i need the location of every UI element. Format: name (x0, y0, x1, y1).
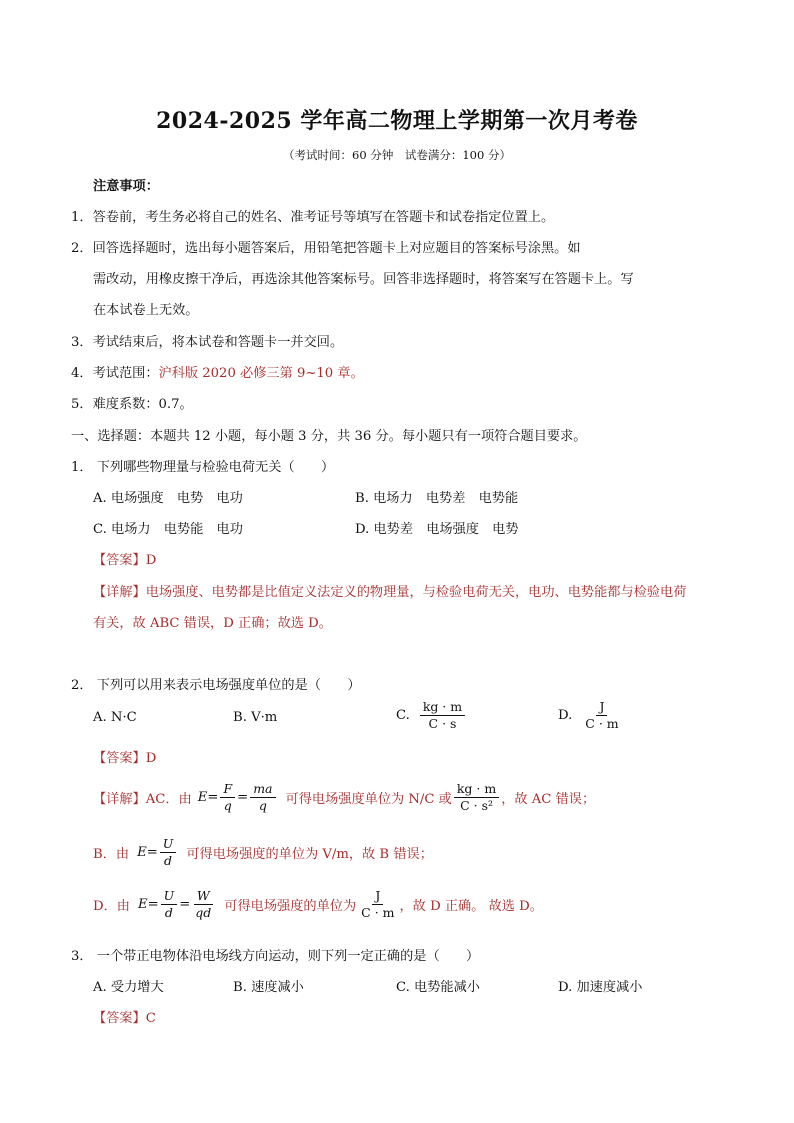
q2-d1-suffix: ，故 AC 错误； (501, 791, 596, 807)
q2-option-a: A. N·C (93, 710, 137, 725)
q2-option-b: B. V·m (233, 710, 278, 725)
q2-option-d-numerator: J (596, 699, 607, 716)
q2-detail-1 (93, 781, 595, 813)
q2-option-d-denominator: C · m (585, 715, 619, 731)
q2-d1-unit (454, 781, 499, 813)
q2-detail-3 (93, 888, 543, 920)
q1-option-a: A. 电场强度 电势 电功 (93, 491, 243, 506)
note-2a: 2．回答选择题时，选出每小题答案后，用铅笔把答题卡上对应题目的答案标号涂黑。如 (71, 241, 581, 256)
exam-subtitle: （考试时间：60 分钟 试卷满分：100 分） (283, 148, 511, 162)
q2-d3-prefix: D．由 (93, 898, 130, 914)
note-2b: 需改动，用橡皮擦干净后，再选涂其他答案标号。回答非选择题时，将答案写在答题卡上。写 (93, 272, 634, 287)
q2-d2-suffix: 可得电场强度的单位为 V/m，故 B 错误； (186, 846, 433, 862)
q2-answer: 【答案】D (93, 751, 157, 766)
q2-d1-prefix: 【详解】AC．由 (93, 791, 192, 807)
q2-d1-unit-num: kg · m (454, 781, 499, 798)
q2-d2-U: U (160, 836, 177, 853)
q2-d2-formula: E = $\frac{U}{d}$ (137, 836, 178, 868)
exam-title: 2024-2025 学年高二物理上学期第一次月考卷 (156, 108, 638, 134)
q3-option-a: A. 受力增大 (93, 980, 164, 995)
note-1: 1．答卷前，考生务必将自己的姓名、准考证号等填写在答题卡和试卷指定位置上。 (71, 210, 555, 225)
section1-heading: 一、选择题：本题共 12 小题，每小题 3 分，共 36 分。每小题只有一项符合题目要求。 (71, 429, 587, 444)
q3-stem: 3． 一个带正电物体沿电场线方向运动，则下列一定正确的是（ ） (71, 949, 480, 964)
q2-d3-unit (358, 888, 397, 920)
q2-option-d (558, 699, 624, 731)
note-3: 3．考试结束后，将本试卷和答题卡一并交回。 (71, 335, 344, 350)
q2-d3-formula: E = $\frac{U}{d}$ = $\frac{W}{qd}$ (138, 888, 216, 920)
q2-option-d-label: D. (558, 707, 573, 723)
q2-d3-E: E (137, 896, 148, 912)
q1-answer: 【答案】D (93, 553, 157, 568)
q2-option-c-fraction (420, 699, 465, 731)
notes-heading: 注意事项： (93, 179, 159, 194)
q2-d1-frac-fq (220, 781, 235, 813)
note-5: 5．难度系数：0.7。 (71, 397, 193, 412)
note-2c: 在本试卷上无效。 (93, 303, 199, 318)
q2-d3-U: U (161, 888, 178, 905)
q2-d3-suffix: ，故 D 正确。 故选 D。 (399, 898, 543, 914)
q2-detail-2 (93, 836, 433, 868)
q3-option-c: C. 电势能减小 (396, 980, 480, 995)
note-4-prefix: 4．考试范围： (71, 366, 159, 381)
q2-d3-qd: qd (195, 904, 212, 920)
q2-d2-frac (160, 836, 177, 868)
q2-d1-E: E (197, 789, 208, 805)
q2-d3-mid: 可得电场强度的单位为 (224, 898, 357, 914)
note-4-scope: 沪科版 2020 必修三第 9~10 章。 (158, 366, 364, 381)
q2-option-c-denominator: C · s (428, 715, 457, 731)
q2-d3-frac-ud (161, 888, 178, 920)
q2-option-c (396, 699, 467, 731)
q1-detail-1: 【详解】电场强度、电势都是比值定义法定义的物理量，与检验电荷无关，电功、电势能都与检验电荷 (93, 585, 687, 600)
q2-d3-W: W (194, 888, 213, 905)
q2-d3-d: d (164, 904, 173, 920)
q2-d3-frac-wqd (192, 888, 214, 920)
q2-d1-q: q (223, 797, 232, 813)
q2-d3-unit-den: C · m (361, 904, 395, 920)
q2-option-c-numerator: kg · m (420, 699, 465, 716)
q2-d1-formula: E = $\frac{F}{q}$ = $\frac{ma}{q}$ (198, 781, 278, 813)
q3-option-d: D. 加速度减小 (558, 980, 643, 995)
q1-stem: 1． 下列哪些物理量与检验电荷无关（ ） (71, 460, 335, 475)
q2-d1-F: F (220, 781, 235, 798)
q3-answer: 【答案】C (93, 1011, 156, 1026)
q2-d1-unit-den: C · s² (460, 797, 493, 813)
q2-d3-unit-num: J (372, 888, 383, 905)
q2-d1-q2: q (258, 797, 267, 813)
q1-option-c: C. 电场力 电势能 电功 (93, 522, 243, 537)
q1-detail-2: 有关，故 ABC 错误，D 正确；故选 D。 (93, 616, 332, 631)
q2-option-c-label: C. (396, 707, 410, 723)
q2-d2-E: E (137, 844, 147, 860)
q2-d1-mid: 可得电场强度单位为 N/C 或 (285, 791, 452, 807)
q2-stem: 2． 下列可以用来表示电场强度单位的是（ ） (71, 678, 361, 693)
q1-option-b: B. 电场力 电势差 电势能 (355, 491, 519, 506)
q2-d1-ma: ma (250, 781, 275, 798)
q2-option-d-fraction (582, 699, 621, 731)
q3-option-b: B. 速度减小 (233, 980, 304, 995)
q1-option-d: D. 电势差 电场强度 电势 (355, 522, 519, 537)
q2-d1-frac-maq (250, 781, 275, 813)
q2-d2-d: d (164, 852, 173, 868)
note-4 (71, 362, 364, 381)
q2-d2-prefix: B．由 (93, 846, 130, 862)
